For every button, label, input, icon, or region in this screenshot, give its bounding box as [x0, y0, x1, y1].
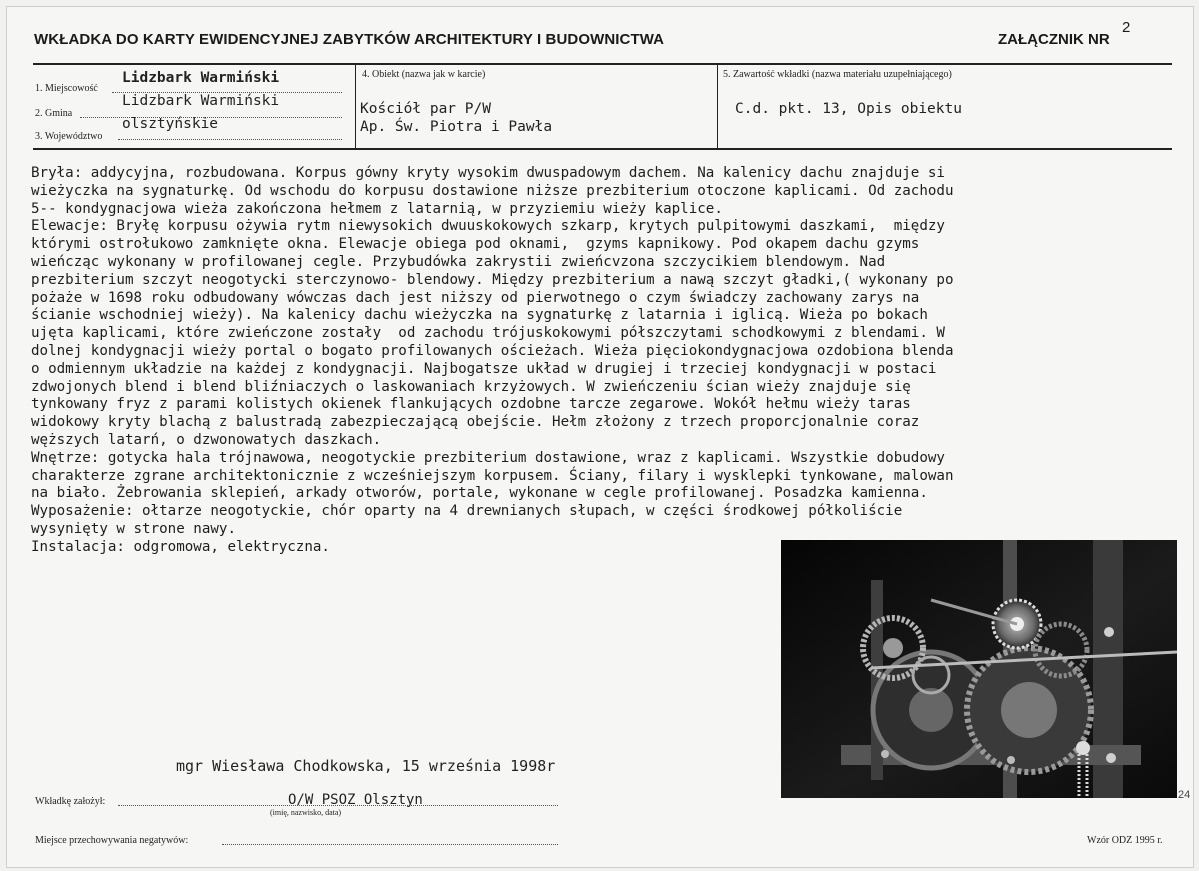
zawartosc-label: 5. Zawartość wkładki (nazwa materiału uzupełniającego)	[723, 69, 952, 80]
obiekt-line-1: Kościół par P/W	[360, 101, 491, 117]
obiekt-line-2: Ap. Św. Piotra i Pawła	[360, 119, 553, 135]
description-line: wieńcząc wykonany w profilowanej cegle. Przybudówka zakrystii zwieńcvzona szczycikiem blendowym. Nad	[31, 253, 886, 270]
wkladke-value: O/W PSOZ Olsztyn	[288, 792, 423, 808]
description-line: Instalacja: odgromowa, elektryczna.	[31, 538, 330, 555]
wkladke-sublabel: (imię, nazwisko, data)	[270, 808, 342, 817]
obiekt-label: 4. Obiekt (nazwa jak w karcie)	[362, 69, 486, 80]
wkladke-label: Wkładkę założył:	[35, 796, 106, 807]
description-line: prezbiterium szczyt neogotycki sterczynowo- blendowy. Między prezbiterium a nawą szczyt gładki,( wykonany po	[31, 271, 954, 288]
description-line: Bryła: addycyjna, rozbudowana. Korpus gówny kryty wysokim dwuspadowym dachem. Na kalenicy dachu znajduje si	[31, 165, 945, 181]
clock-mechanism-photo	[781, 540, 1177, 798]
description-line: wieżyczka na sygnaturkę. Od wschodu do korpusu dostawione niższe prezbiterium otoczone kaplicami. Od zachodu	[31, 182, 954, 199]
description-line: węższych latarń, o dzwonowatych daszkach.	[31, 431, 382, 448]
negatywy-dots	[222, 844, 558, 845]
description-line: ujęta kaplicami, które zwieńczone zostały od zachodu trójuskokowymi półszczytami schodkowymi z blendami. W	[31, 325, 945, 342]
negatywy-label: Miejsce przechowywania negatywów:	[35, 835, 189, 846]
description-line: pożaże w 1698 roku odbudowany wówczas dach jest niższy od pierwotnego o czym świadczy zachowany zarys na	[31, 289, 920, 306]
form-title: WKŁADKA DO KARTY EWIDENCYJNEJ ZABYTKÓW ARCHITEKTURY I BUDOWNICTWA	[34, 31, 665, 48]
description-line: Elewacje: Bryłę korpusu ożywia rytm niewysokich dwuuskokowych szkarp, krytych pulpitowymi daszkami, między	[31, 218, 945, 235]
wojewodztwo-value: olsztyńskie	[122, 116, 219, 132]
description-line: zdwojonych blend i blend bliźniaczych o laskowaniach krzyżowych. W zwieńczeniu ścian wieży znajduje się	[31, 378, 911, 395]
description-line: dolnej kondygnacji wieży portal o bogato profilowanych ościeżach. Wieża pięciokondygnacjowa ozdobiona blenda	[31, 342, 954, 359]
description-line: 5-- kondygnacjowa wieża zakończona hełmem z latarnią, w przyziemiu wieży kaplice.	[31, 200, 723, 217]
description-line: wysynięty w strone nawy.	[31, 520, 236, 537]
form-code: Wzór ODZ 1995 r.	[1087, 835, 1163, 846]
gmina-label: 2. Gmina	[35, 108, 73, 119]
description-line: na biało. Żebrowania sklepień, arkady otworów, portale, wykonane w cegle profilowanej. Posadzka kamienna.	[31, 485, 928, 502]
author-signature: mgr Wiesława Chodkowska, 15 września 1998r	[176, 757, 556, 775]
description-text	[31, 165, 1151, 557]
miejscowosc-label: 1. Miejscowość	[35, 83, 98, 94]
header-bottom-rule	[33, 148, 1172, 150]
description-line: o odmiennym układzie na każdej z kondygnacji. Najbogatsze układ w drugiej i trzeciej kondygnacji w postaci	[31, 360, 937, 377]
description-line: którymi ostrołukowo zamknięte okna. Elewacje obiega pod oknami, gzyms kapnikowy. Pod okapem dachu gzyms	[31, 236, 920, 253]
attachment-number: 2	[1122, 19, 1131, 36]
description-line: Wyposażenie: ołtarze neogotyckie, chór oparty na 4 drewnianych słupach, w części środkowej półkoliście	[31, 503, 903, 520]
description-line: charakterze zgrane architektonicznie z wcześniejszym korpusem. Ściany, filary i wysklepki tynkowane, malowan	[31, 467, 954, 484]
description-line: tynkowany fryz z parami kolistych okienek flankujących ozdobne tarcze zegarowe. Wokół hełmu wieży taras	[31, 396, 911, 413]
description-line: Wnętrze: gotycka hala trójnawowa, neogotyckie prezbiterium dostawione, wraz z kaplicami. Wszystkie dobudowy	[31, 449, 945, 466]
gears-illustration	[781, 540, 1177, 798]
column-divider-1	[355, 64, 356, 149]
gmina-value: Lidzbark Warmiński	[122, 93, 280, 109]
attachment-label: ZAŁĄCZNIK NR	[998, 31, 1110, 48]
column-divider-2	[717, 64, 718, 149]
description-line: ścianie wschodniej wieży). Na kalenicy dachu wieżyczka na sygnaturkę z latarnia i iglicą. Wieża po bokach	[31, 307, 928, 324]
wojewodztwo-dots	[118, 139, 342, 140]
miejscowosc-value: Lidzbark Warmiński	[122, 70, 280, 86]
corner-mark: 24	[1178, 789, 1191, 801]
wojewodztwo-label: 3. Województwo	[35, 131, 103, 142]
description-line: widokowy kryty blachą z balustradą zabezpieczającą obejście. Hełm złożony z trzech proporcjonalnie coraz	[31, 414, 920, 431]
zawartosc-value: C.d. pkt. 13, Opis obiektu	[735, 101, 962, 117]
header-top-rule	[33, 63, 1172, 65]
